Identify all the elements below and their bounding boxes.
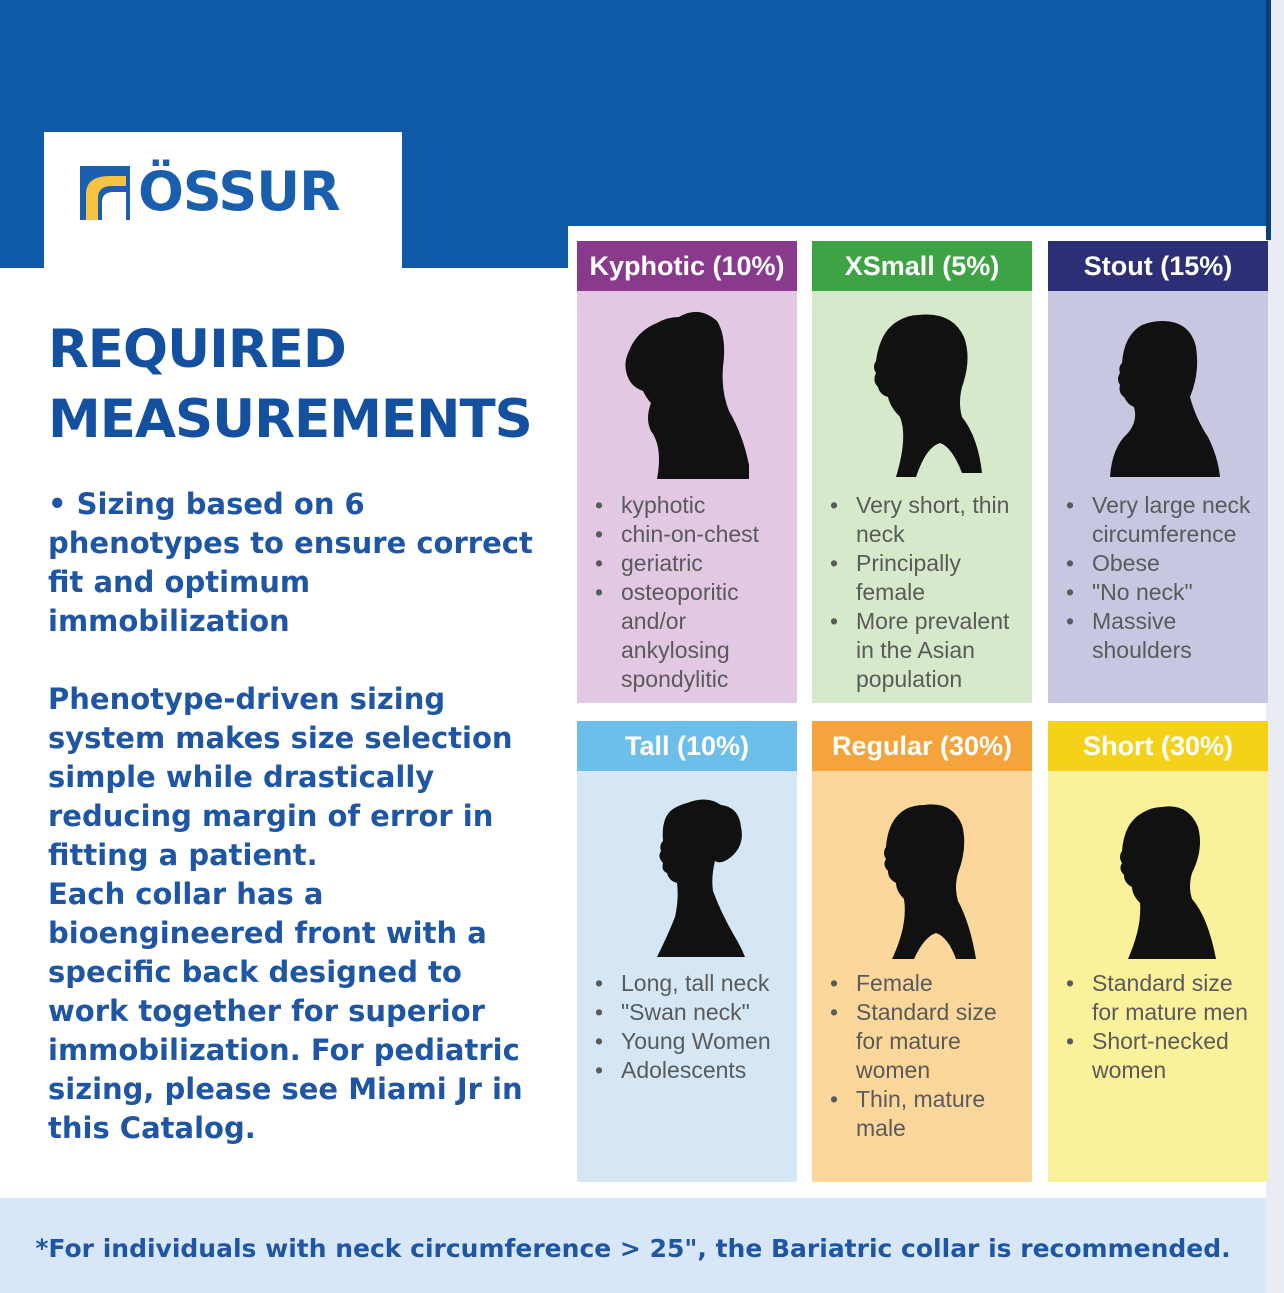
- list-item: • Standard size for mature men: [1066, 969, 1264, 1027]
- description-part-2: Each collar has a bioengineered front with a specific back designed to work together for superior immobilization. For pediatric sizing, please see Miami Jr in this Catalog.: [48, 877, 523, 1145]
- title-line-2: MEASUREMENTS: [48, 389, 532, 450]
- card-body: [577, 291, 797, 703]
- list-item: • Young Women: [595, 1027, 793, 1056]
- list-item: • Long, tall neck: [595, 969, 793, 998]
- card-title: Kyphotic (10%): [577, 241, 797, 291]
- regular-silhouette-icon: [852, 787, 992, 959]
- description-paragraph: [48, 680, 548, 1148]
- kyphotic-silhouette-icon: [617, 307, 757, 479]
- card-body: [1048, 291, 1268, 703]
- footnote: *For individuals with neck circumference > 25", the Bariatric collar is recommended.: [35, 1234, 1231, 1263]
- card-body: [1048, 771, 1268, 1182]
- list-item: • "Swan neck": [595, 998, 793, 1027]
- trait-list: [1066, 491, 1264, 665]
- card-body: [812, 291, 1032, 703]
- list-item: • "No neck": [1066, 578, 1264, 607]
- card-body: [812, 771, 1032, 1182]
- list-item: • chin-on-chest: [595, 520, 793, 549]
- intro-column: [48, 315, 548, 1148]
- card-title: Tall (10%): [577, 721, 797, 771]
- trait-list: [830, 969, 1028, 1143]
- phenotype-card-regular: [812, 721, 1032, 1182]
- list-item: • Thin, mature male: [830, 1085, 1028, 1143]
- tall-silhouette-icon: [617, 787, 757, 959]
- card-title: Regular (30%): [812, 721, 1032, 771]
- phenotype-card-tall: [577, 721, 797, 1182]
- phenotype-card-stout: [1048, 241, 1268, 703]
- logo-panel: [44, 132, 402, 268]
- short-silhouette-icon: [1088, 787, 1228, 959]
- intro-bullet: • Sizing based on 6 phenotypes to ensure correct fit and optimum immobilization: [48, 487, 533, 638]
- list-item: • Standard size for mature women: [830, 998, 1028, 1085]
- description-part-1: Phenotype-driven sizing system makes size selection simple while drastically reducing margin of error in fitting a patient.: [48, 682, 513, 872]
- list-item: • Massive shoulders: [1066, 607, 1264, 665]
- trait-list: [595, 969, 793, 1085]
- list-item: • Obese: [1066, 549, 1264, 578]
- card-title: Short (30%): [1048, 721, 1268, 771]
- phenotype-card-xsmall: [812, 241, 1032, 703]
- xsmall-silhouette-icon: [852, 307, 992, 479]
- list-item: • Short-necked women: [1066, 1027, 1264, 1085]
- page-title: [48, 315, 548, 455]
- list-item: • Very large neck circumference: [1066, 491, 1264, 549]
- stout-silhouette-icon: [1088, 307, 1228, 479]
- list-item: • geriatric: [595, 549, 793, 578]
- list-item: • osteoporitic and/or ankylosing spondylitic: [595, 578, 793, 694]
- phenotype-card-kyphotic: [577, 241, 797, 703]
- card-body: [577, 771, 797, 1182]
- trait-list: [1066, 969, 1264, 1085]
- phenotype-card-short: [1048, 721, 1268, 1182]
- list-item: • More prevalent in the Asian population: [830, 607, 1028, 694]
- list-item: • Adolescents: [595, 1056, 793, 1085]
- list-item: • Principally female: [830, 549, 1028, 607]
- list-item: • Very short, thin neck: [830, 491, 1028, 549]
- trait-list: [830, 491, 1028, 694]
- list-item: • Female: [830, 969, 1028, 998]
- list-item: • kyphotic: [595, 491, 793, 520]
- ossur-logo-icon: [80, 166, 130, 220]
- card-title: XSmall (5%): [812, 241, 1032, 291]
- title-line-1: REQUIRED: [48, 319, 346, 380]
- card-title: Stout (15%): [1048, 241, 1268, 291]
- trait-list: [595, 491, 793, 694]
- brand-name: ÖSSUR: [138, 160, 340, 223]
- page-edge-line: [1266, 0, 1271, 240]
